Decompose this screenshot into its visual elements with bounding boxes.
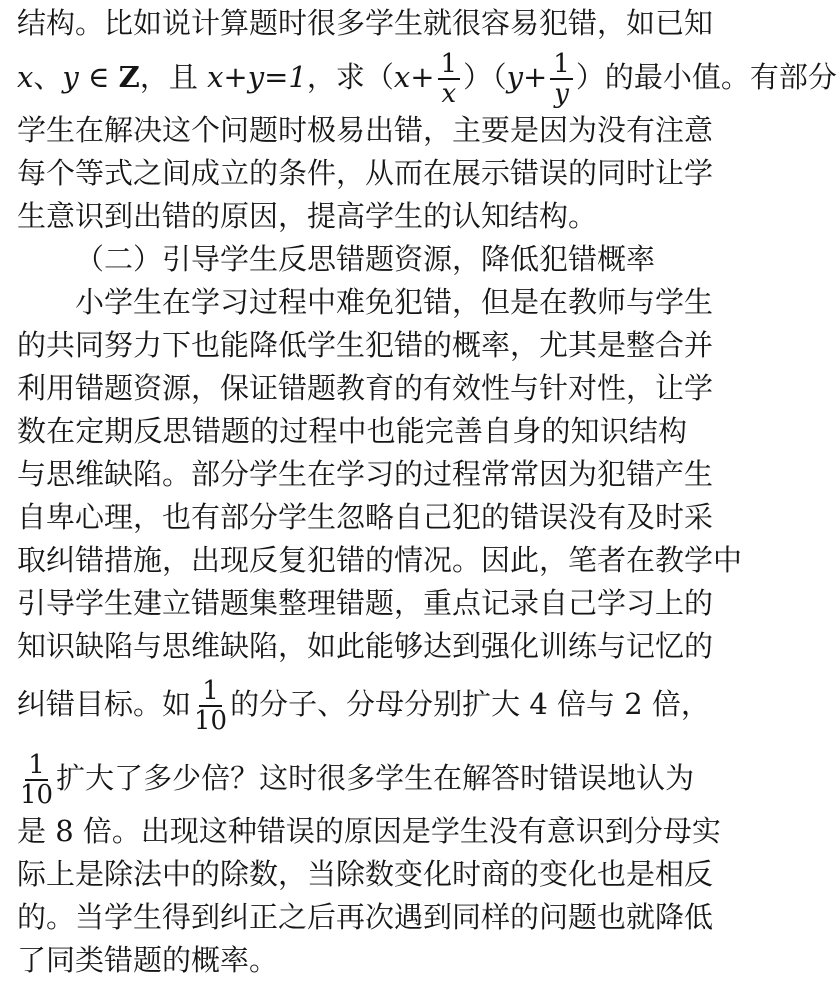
math-var-y: y: [62, 60, 79, 94]
fraction-denominator: y: [554, 79, 569, 109]
equation: x+y=1: [207, 60, 307, 94]
fraction: [20, 752, 53, 808]
text-line: 自卑心理，也有部分学生忽略自己犯的错误没有及时采: [17, 500, 714, 534]
integer-set-symbol: Z: [118, 60, 140, 94]
condition-text: ，且: [139, 60, 208, 94]
question-text: ，求（: [306, 60, 394, 94]
math-var-x: x: [17, 60, 34, 94]
fraction-numerator: 1: [438, 51, 461, 80]
text-line: 知识缺陷与思维缺陷，如此能够达到强化训练与记忆的: [17, 629, 714, 663]
expression-part: y+: [506, 60, 548, 94]
math-line: [17, 45, 837, 109]
fraction-denominator: x: [441, 79, 457, 109]
text-line: 是 8 倍。出现这种错误的原因是学生没有意识到分母实: [17, 814, 721, 848]
text-line: 了同类错题的概率。: [17, 943, 279, 977]
text-line: 生意识到出错的原因，提高学生的认知结构。: [17, 199, 598, 233]
text-line: 与思维缺陷。部分学生在学习的过程常常因为犯错产生: [17, 457, 714, 491]
tail-text: ）的最小值。有部分: [575, 60, 837, 94]
fraction-denominator: 10: [194, 706, 228, 736]
text-line: 学生在解决这个问题时极易出错，主要是因为没有注意: [17, 113, 714, 147]
text-line: 的共同努力下也能降低学生犯错的概率，尤其是整合并: [17, 328, 714, 362]
text-line: 引导学生建立错题集整理错题，重点记录自己学习上的: [17, 586, 714, 620]
text-line: 际上是除法中的除数，当除数变化时商的变化也是相反: [17, 857, 714, 891]
fraction-denominator: 10: [20, 780, 54, 810]
paren-text: ）（: [463, 60, 507, 94]
fraction-numerator: 1: [199, 678, 222, 707]
text-line: 利用错题资源，保证错题教育的有效性与针对性，让学: [17, 371, 714, 405]
text-line: 数在定期反思错题的过程中也能完善自身的知识结构: [17, 414, 687, 448]
text-line: 取纠错措施，出现反复犯错的情况。因此，笔者在教学中: [17, 543, 743, 577]
fraction: [194, 678, 227, 734]
section-heading: （二）引导学生反思错题资源，降低犯错概率: [75, 242, 656, 276]
math-line: [17, 746, 695, 810]
text-line: 结构。比如说计算题时很多学生就很容易犯错，如已知: [17, 6, 714, 40]
fraction-numerator: 1: [25, 752, 48, 781]
fraction-numerator: 1: [550, 51, 573, 80]
text-segment: 纠错目标。如: [17, 687, 192, 721]
separator: 、: [33, 60, 63, 94]
text-segment: 的分子、分母分别扩大 4 倍与 2 倍，: [230, 687, 710, 721]
math-line: [17, 672, 710, 736]
text-line: 每个等式之间成立的条件，从而在展示错误的同时让学: [17, 156, 714, 190]
text-line: 小学生在学习过程中难免犯错，但是在教师与学生: [75, 285, 714, 319]
fraction: [438, 51, 461, 107]
text-line: 的。当学生得到纠正之后再次遇到同样的问题也就降低: [17, 900, 714, 934]
fraction: [550, 51, 573, 107]
text-segment: 扩大了多少倍？这时很多学生在解答时错误地认为: [56, 761, 695, 795]
expression-part: x+: [393, 60, 435, 94]
element-of-symbol: ∈: [78, 60, 119, 94]
